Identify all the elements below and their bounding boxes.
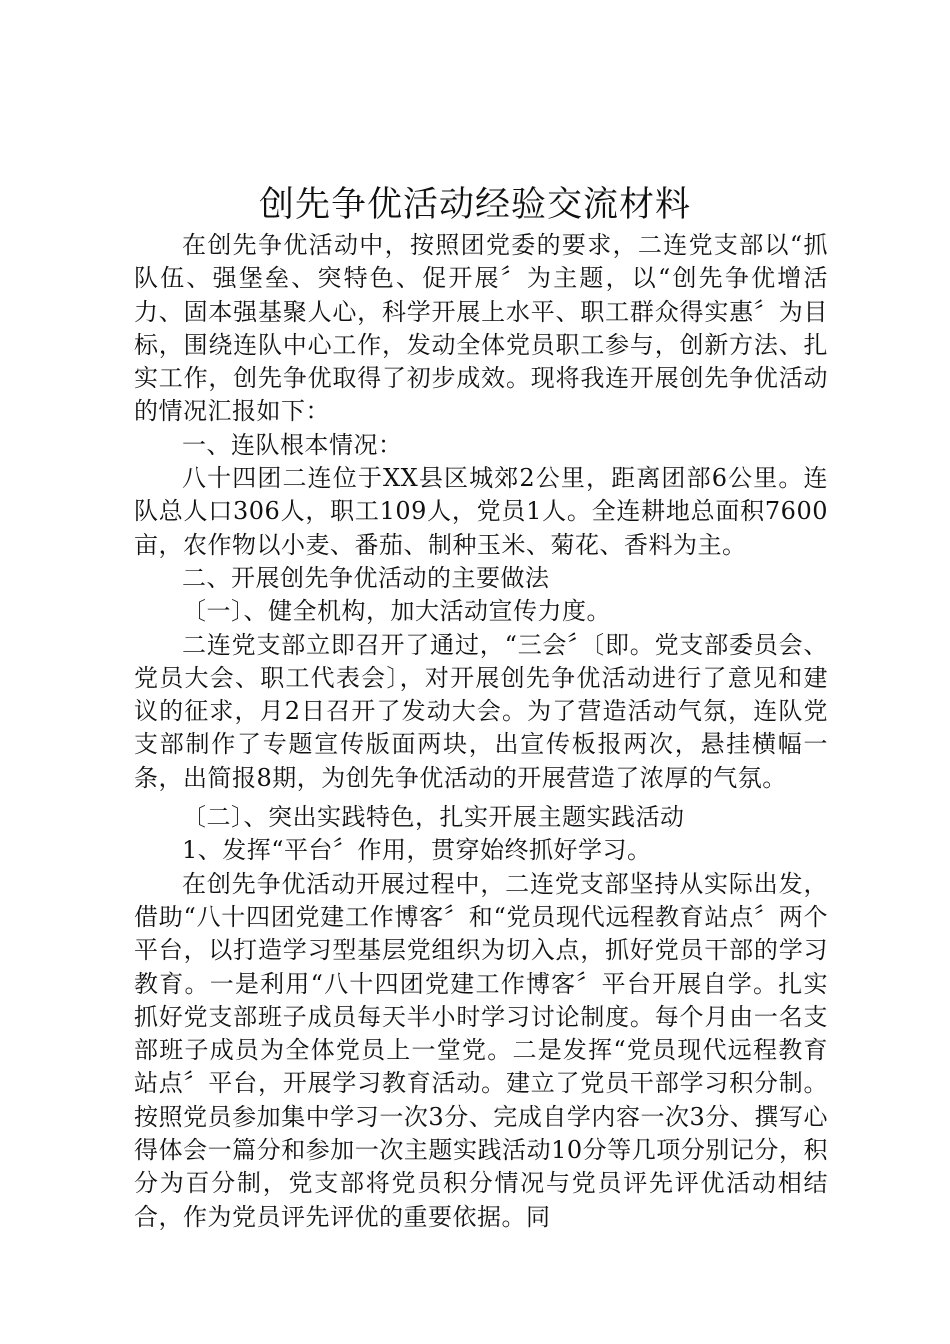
subheading-organization: 〔一〕、健全机构，加大活动宣传力度。: [182, 597, 611, 626]
document-title: 创先争优活动经验交流材料: [258, 185, 691, 225]
document-body: [134, 229, 828, 1234]
organization-paragraph: 二连党支部立即召开了通过，“三会〞〔即。党支部委员会、党员大会、职工代表会〕，对开展创先争优活动进行了意见和建议的征求，月2日召开了发动大会。为了营造活动气氛，连队党支部制作了专题宣传版面两块，出宣传板报两次，悬挂横幅一条，出简报8期，为创先争优活动的开展营造了浓厚的气氛。: [134, 630, 828, 792]
subheading-platform: 1、发挥“平台〞作用，贯穿始终抓好学习。: [182, 836, 652, 865]
section-heading-basic-info: 一、连队根本情况：: [182, 430, 403, 459]
section-heading-main-practices: 二、开展创先争优活动的主要做法: [182, 563, 550, 592]
intro-paragraph: 在创先争优活动中，按照团党委的要求，二连党支部以“抓队伍、强堡垒、突特色、促开展〞为主题，以“创先争优增活力、固本强基聚人心，科学开展上水平、职工群众得实惠〞为目标，围绕连队中心工作，发动全体党员职工参与，创新方法、扎实工作，创先争优取得了初步成效。现将我连开展创先争优活动的情况汇报如下：: [134, 231, 828, 426]
platform-paragraph: 在创先争优活动开展过程中，二连党支部坚持从实际出发，借助“八十四团党建工作博客〞和“党员现代远程教育站点〞两个平台，以打造学习型基层党组织为切入点，抓好党员干部的学习教育。一是利用“八十四团党建工作博客〞平台开展自学。扎实抓好党支部班子成员每天半小时学习讨论制度。每个月由一名支部班子成员为全体党员上一堂党。二是发挥“党员现代远程教育站点〞平台，开展学习教育活动。建立了党员干部学习积分制。按照党员参加集中学习一次3分、完成自学内容一次3分、撰写心得体会一篇分和参加一次主题实践活动10分等几项分别记分，积分为百分制，党支部将党员积分情况与党员评先评优活动相结合，作为党员评先评优的重要依据。同: [134, 869, 828, 1231]
basic-info-paragraph: 八十四团二连位于XX县区城郊2公里，距离团部6公里。连队总人口306人，职工109人，党员1人。全连耕地总面积7600亩，农作物以小麦、番茄、制种玉米、菊花、香料为主。: [134, 464, 828, 559]
subheading-practice: 〔二〕、突出实践特色，扎实开展主题实践活动: [182, 803, 685, 832]
